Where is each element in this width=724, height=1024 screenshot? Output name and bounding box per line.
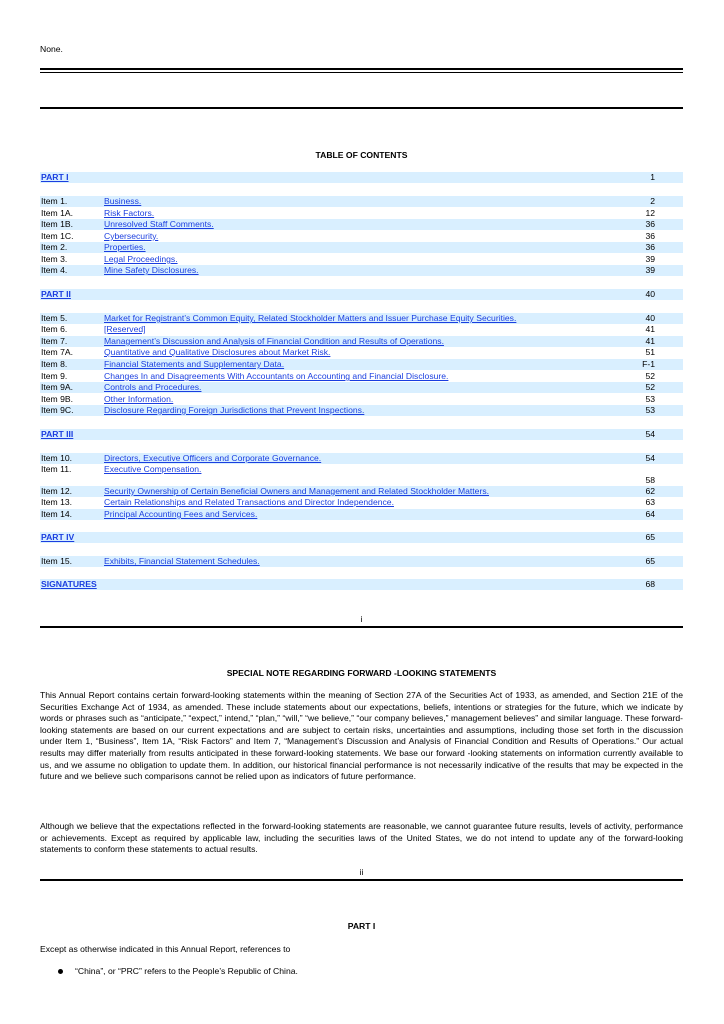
toc-entry-link[interactable]: Disclosure Regarding Foreign Jurisdictions that Prevent Inspections. <box>104 405 365 415</box>
toc-row <box>40 336 683 347</box>
toc-row <box>40 254 683 265</box>
toc-entry-link[interactable]: Controls and Procedures. <box>104 382 202 392</box>
list-item <box>58 966 298 976</box>
toc-entry-link[interactable]: Principal Accounting Fees and Services. <box>104 509 258 519</box>
toc-row <box>40 382 683 393</box>
toc-item-number: Item 15. <box>41 556 73 566</box>
toc-item-number: Item 7A. <box>41 347 73 357</box>
toc-item-number: Item 1. <box>41 196 68 206</box>
toc-row <box>40 371 683 382</box>
toc-part-row <box>40 289 683 300</box>
toc-row <box>40 497 683 508</box>
toc-item-number: Item 1B. <box>41 219 73 229</box>
toc-part-link[interactable]: PART IV <box>41 532 75 542</box>
bullet-icon <box>58 969 63 974</box>
toc-entry-link[interactable]: Risk Factors. <box>104 208 155 218</box>
part-one-intro: Except as otherwise indicated in this Annual Report, references to <box>40 944 291 954</box>
toc-part-row <box>40 579 683 590</box>
toc-page-number: 39 <box>645 254 655 264</box>
list-item-text: “China”, or “PRC” refers to the People’s Republic of China. <box>75 966 298 976</box>
toc-page-number: F-1 <box>642 359 655 369</box>
divider <box>40 107 683 109</box>
page-number: i <box>360 614 363 624</box>
toc-item-number: Item 7. <box>41 336 68 346</box>
toc-entry-link[interactable]: Quantitative and Qualitative Disclosures about Market Risk. <box>104 347 331 357</box>
toc-row <box>40 475 683 486</box>
toc-entry-link[interactable]: Unresolved Staff Comments. <box>104 219 214 229</box>
toc-page-number: 36 <box>645 231 655 241</box>
toc-entry-link[interactable]: Properties. <box>104 242 146 252</box>
toc-part-link[interactable]: PART I <box>41 172 69 182</box>
toc-item-number: Item 14. <box>41 509 73 519</box>
toc-page-number: 36 <box>645 219 655 229</box>
toc-entry-link[interactable]: Directors, Executive Officers and Corporate Governance. <box>104 453 322 463</box>
toc-row <box>40 556 683 567</box>
toc-row <box>40 324 683 335</box>
toc-item-number: Item 9. <box>41 371 68 381</box>
toc-item-number: Item 12. <box>41 486 73 496</box>
toc-row <box>40 464 683 475</box>
toc-item-number: Item 1C. <box>41 231 74 241</box>
toc-page-number: 62 <box>645 486 655 496</box>
toc-part-row <box>40 532 683 543</box>
page-divider <box>40 626 683 628</box>
toc-part-link[interactable]: SIGNATURES <box>41 579 97 589</box>
toc-row <box>40 453 683 464</box>
toc-entry-link[interactable]: Business. <box>104 196 142 206</box>
toc-page-number: 65 <box>645 556 655 566</box>
divider-double-bottom <box>40 72 683 73</box>
toc-row <box>40 486 683 497</box>
toc-row <box>40 313 683 324</box>
toc-entry-link[interactable]: Financial Statements and Supplementary Data. <box>104 359 285 369</box>
toc-page-number: 53 <box>645 405 655 415</box>
toc-entry-link[interactable]: Security Ownership of Certain Beneficial Owners and Management and Related Stockholder Matters. <box>104 486 490 496</box>
toc-entry-link[interactable]: Market for Registrant’s Common Equity, Related Stockholder Matters and Issuer Purchase Equity Securities. <box>104 313 517 323</box>
toc-part-row <box>40 172 683 183</box>
page-number: ii <box>359 867 364 877</box>
toc-row <box>40 208 683 219</box>
toc-page-number: 52 <box>645 371 655 381</box>
toc-page-number: 52 <box>645 382 655 392</box>
toc-row <box>40 394 683 405</box>
special-note-paragraph-2: Although we believe that the expectations reflected in the forward-looking statements are reasonable, we cannot guarantee future results, levels of activity, performance or achievements. Except as required by applicable law, including the securities laws of the United States, we do not intend to update any of the forward-looking statements to conform these statements to actual results. <box>40 821 683 855</box>
toc-page-number: 58 <box>645 475 655 485</box>
toc-page-number: 53 <box>645 394 655 404</box>
toc-entry-link[interactable]: Legal Proceedings. <box>104 254 178 264</box>
toc-item-number: Item 6. <box>41 324 68 334</box>
toc-row <box>40 196 683 207</box>
toc-page-number: 39 <box>645 265 655 275</box>
toc-row <box>40 219 683 230</box>
toc-page-number: 40 <box>645 313 655 323</box>
toc-part-link[interactable]: PART III <box>41 429 74 439</box>
toc-entry-link[interactable]: Exhibits, Financial Statement Schedules. <box>104 556 260 566</box>
toc-row <box>40 231 683 242</box>
toc-row <box>40 509 683 520</box>
toc-item-number: Item 2. <box>41 242 68 252</box>
toc-item-number: Item 11. <box>41 464 72 474</box>
toc-item-number: Item 1A. <box>41 208 73 218</box>
toc-item-number: Item 5. <box>41 313 68 323</box>
toc-row <box>40 242 683 253</box>
toc-page-number: 63 <box>645 497 655 507</box>
toc-entry-link[interactable]: Cybersecurity. <box>104 231 159 241</box>
toc-entry-link[interactable]: Certain Relationships and Related Transactions and Director Independence. <box>104 497 394 507</box>
toc-entry-link[interactable]: Other Information. <box>104 394 174 404</box>
toc-row <box>40 359 683 370</box>
toc-page-number: 12 <box>645 208 655 218</box>
toc-item-number: Item 3. <box>41 254 68 264</box>
toc-entry-link[interactable]: Changes In and Disagreements With Accountants on Accounting and Financial Disclosure. <box>104 371 449 381</box>
toc-page-number: 51 <box>645 347 655 357</box>
toc-item-number: Item 13. <box>41 497 73 507</box>
toc-page-number: 36 <box>645 242 655 252</box>
toc-page-number: 41 <box>645 336 655 346</box>
toc-item-number: Item 10. <box>41 453 73 463</box>
toc-part-row <box>40 429 683 440</box>
toc-part-link[interactable]: PART II <box>41 289 71 299</box>
toc-entry-link[interactable]: [Reserved] <box>104 324 146 334</box>
toc-entry-link[interactable]: Management’s Discussion and Analysis of Financial Condition and Results of Operations. <box>104 336 444 346</box>
toc-row <box>40 347 683 358</box>
toc-page-number: 54 <box>645 429 655 439</box>
special-note-title: SPECIAL NOTE REGARDING FORWARD -LOOKING STATEMENTS <box>226 668 497 678</box>
top-note: None. <box>40 44 63 54</box>
toc-page-number: 65 <box>645 532 655 542</box>
toc-page-number: 41 <box>645 324 655 334</box>
special-note-paragraph-1: This Annual Report contains certain forward-looking statements within the meaning of Section 27A of the Securities Act of 1933, as amended, and Section 21E of the Securities Exchange Act of 1934, as amended. These include statements about our expectations, beliefs, intentions or strategies for the future, which we indicate by words or phrases such as “anticipate,” “expect,” intend,” “plan,” “will,” “we believe,” “our company believes,” management believes” and similar language. These forward-looking statements are based on our current expectations and are subject to certain risks, uncertainties and assumptions, including those set forth in the discussion under Item 1, “Business”, Item 1A, “Risk Factors” and Item 7, “Management’s Discussion and Analysis of Financial Condition and Results of Operations.” Our actual results may differ materially from results anticipated in these forward-looking statements. We base our forward -looking statements on information currently available to us, and we assume no obligation to update them. In addition, our historical financial performance is not necessarily indicative of the results that may be expected in the future and we believe such comparisons cannot be relied upon as indicators of future performance. <box>40 690 683 782</box>
toc-page-number: 68 <box>645 579 655 589</box>
toc-page-number: 1 <box>650 172 655 182</box>
toc-entry-link[interactable]: Executive Compensation. <box>104 464 202 474</box>
toc-item-number: Item 8. <box>41 359 68 369</box>
toc-title: TABLE OF CONTENTS <box>315 150 408 160</box>
toc-item-number: Item 9C. <box>41 405 74 415</box>
part-one-heading: PART I <box>347 921 376 931</box>
toc-item-number: Item 9B. <box>41 394 73 404</box>
toc-page-number: 54 <box>645 453 655 463</box>
toc-row <box>40 405 683 416</box>
divider-double-top <box>40 68 683 70</box>
page-divider <box>40 879 683 881</box>
toc-page-number: 64 <box>645 509 655 519</box>
toc-page-number: 2 <box>650 196 655 206</box>
toc-item-number: Item 4. <box>41 265 68 275</box>
toc-row <box>40 265 683 276</box>
toc-entry-link[interactable]: Mine Safety Disclosures. <box>104 265 199 275</box>
toc-page-number: 40 <box>645 289 655 299</box>
toc-item-number: Item 9A. <box>41 382 73 392</box>
